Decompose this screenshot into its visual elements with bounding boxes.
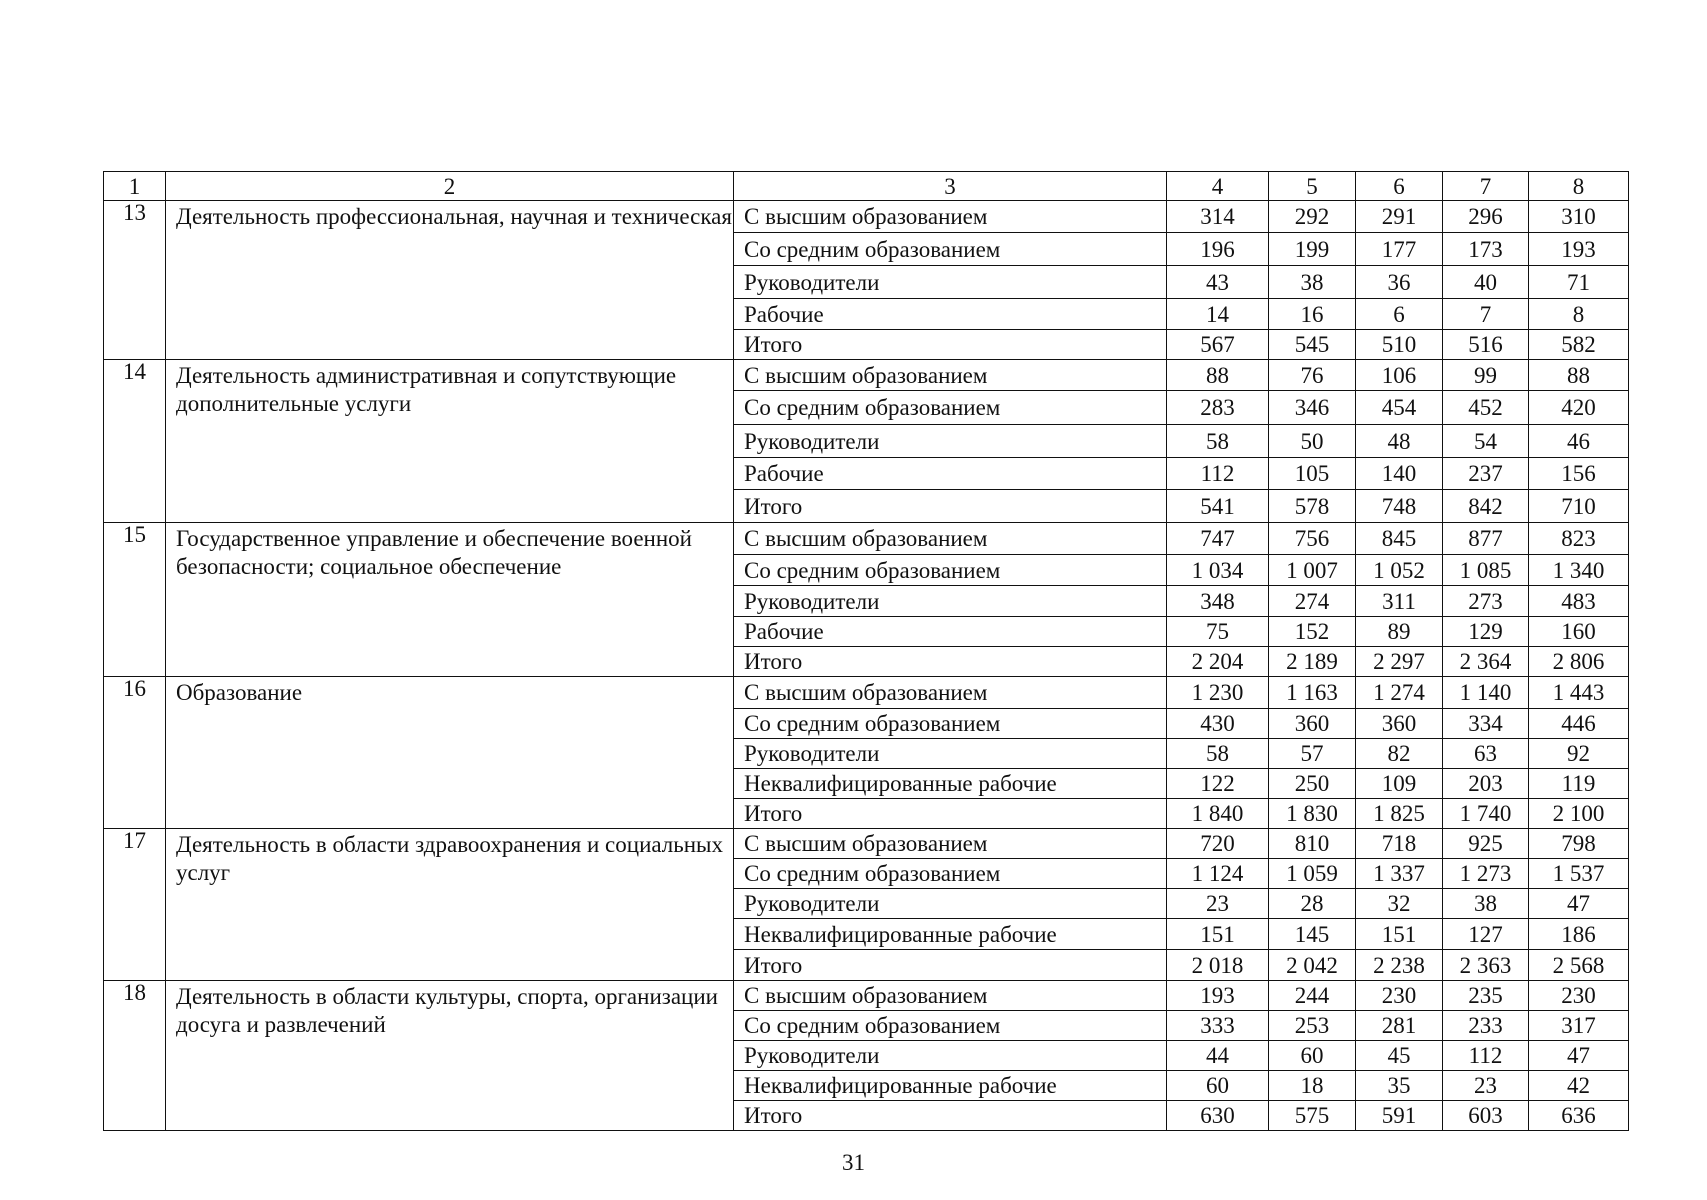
activity-name: Деятельность в области здравоохранения и социальных услуг (166, 829, 734, 981)
column-number: 6 (1356, 172, 1443, 201)
value-cell: 2 042 (1269, 950, 1356, 981)
value-cell: 199 (1269, 233, 1356, 266)
value-cell: 1 230 (1167, 677, 1269, 709)
value-cell: 196 (1167, 233, 1269, 266)
value-cell: 71 (1529, 266, 1629, 299)
row-number: 17 (104, 829, 166, 981)
value-cell: 541 (1167, 490, 1269, 523)
value-cell: 129 (1443, 617, 1529, 647)
category-label: Руководители (734, 889, 1167, 919)
activity-name: Деятельность профессиональная, научная и техническая (166, 201, 734, 360)
category-label: С высшим образованием (734, 201, 1167, 233)
value-cell: 8 (1529, 299, 1629, 330)
value-cell: 591 (1356, 1101, 1443, 1131)
value-cell: 43 (1167, 266, 1269, 299)
value-cell: 47 (1529, 889, 1629, 919)
value-cell: 160 (1529, 617, 1629, 647)
row-number: 18 (104, 981, 166, 1131)
value-cell: 2 568 (1529, 950, 1629, 981)
value-cell: 756 (1269, 523, 1356, 555)
value-cell: 483 (1529, 586, 1629, 617)
value-cell: 360 (1269, 709, 1356, 739)
value-cell: 1 007 (1269, 555, 1356, 586)
value-cell: 348 (1167, 586, 1269, 617)
value-cell: 446 (1529, 709, 1629, 739)
value-cell: 842 (1443, 490, 1529, 523)
value-cell: 1 273 (1443, 859, 1529, 889)
column-number: 4 (1167, 172, 1269, 201)
table-row (104, 981, 1629, 1011)
value-cell: 92 (1529, 739, 1629, 769)
category-label: Рабочие (734, 617, 1167, 647)
value-cell: 28 (1269, 889, 1356, 919)
value-cell: 2 189 (1269, 647, 1356, 677)
value-cell: 1 052 (1356, 555, 1443, 586)
workforce-table (103, 171, 1629, 1131)
value-cell: 38 (1443, 889, 1529, 919)
value-cell: 310 (1529, 201, 1629, 233)
value-cell: 2 297 (1356, 647, 1443, 677)
value-cell: 109 (1356, 769, 1443, 799)
value-cell: 1 825 (1356, 799, 1443, 829)
value-cell: 567 (1167, 330, 1269, 360)
value-cell: 454 (1356, 391, 1443, 425)
category-label: Итого (734, 950, 1167, 981)
category-label: Со средним образованием (734, 233, 1167, 266)
value-cell: 193 (1167, 981, 1269, 1011)
value-cell: 810 (1269, 829, 1356, 859)
category-label: Со средним образованием (734, 391, 1167, 425)
value-cell: 88 (1529, 360, 1629, 391)
category-label: С высшим образованием (734, 523, 1167, 555)
column-number: 8 (1529, 172, 1629, 201)
value-cell: 58 (1167, 425, 1269, 458)
value-cell: 1 085 (1443, 555, 1529, 586)
value-cell: 578 (1269, 490, 1356, 523)
category-label: Итого (734, 647, 1167, 677)
table-row (104, 677, 1629, 709)
value-cell: 452 (1443, 391, 1529, 425)
category-label: Итого (734, 490, 1167, 523)
value-cell: 186 (1529, 919, 1629, 950)
category-label: Со средним образованием (734, 709, 1167, 739)
value-cell: 235 (1443, 981, 1529, 1011)
column-number-row (104, 172, 1629, 201)
value-cell: 603 (1443, 1101, 1529, 1131)
value-cell: 747 (1167, 523, 1269, 555)
value-cell: 253 (1269, 1011, 1356, 1041)
value-cell: 420 (1529, 391, 1629, 425)
value-cell: 89 (1356, 617, 1443, 647)
value-cell: 545 (1269, 330, 1356, 360)
value-cell: 230 (1529, 981, 1629, 1011)
value-cell: 6 (1356, 299, 1443, 330)
category-label: Неквалифицированные рабочие (734, 1071, 1167, 1101)
value-cell: 237 (1443, 458, 1529, 490)
value-cell: 2 806 (1529, 647, 1629, 677)
value-cell: 317 (1529, 1011, 1629, 1041)
value-cell: 333 (1167, 1011, 1269, 1041)
value-cell: 2 363 (1443, 950, 1529, 981)
value-cell: 1 034 (1167, 555, 1269, 586)
value-cell: 334 (1443, 709, 1529, 739)
value-cell: 845 (1356, 523, 1443, 555)
value-cell: 233 (1443, 1011, 1529, 1041)
value-cell: 82 (1356, 739, 1443, 769)
column-number: 1 (104, 172, 166, 201)
category-label: Руководители (734, 266, 1167, 299)
value-cell: 193 (1529, 233, 1629, 266)
value-cell: 798 (1529, 829, 1629, 859)
category-label: С высшим образованием (734, 360, 1167, 391)
table-row (104, 360, 1629, 391)
value-cell: 36 (1356, 266, 1443, 299)
value-cell: 45 (1356, 1041, 1443, 1071)
value-cell: 2 100 (1529, 799, 1629, 829)
value-cell: 50 (1269, 425, 1356, 458)
value-cell: 1 059 (1269, 859, 1356, 889)
value-cell: 75 (1167, 617, 1269, 647)
value-cell: 1 124 (1167, 859, 1269, 889)
value-cell: 1 340 (1529, 555, 1629, 586)
table-row (104, 829, 1629, 859)
value-cell: 88 (1167, 360, 1269, 391)
value-cell: 292 (1269, 201, 1356, 233)
value-cell: 44 (1167, 1041, 1269, 1071)
value-cell: 636 (1529, 1101, 1629, 1131)
activity-name: Деятельность в области культуры, спорта, организации досуга и развлечений (166, 981, 734, 1131)
column-number: 3 (734, 172, 1167, 201)
category-label: Со средним образованием (734, 555, 1167, 586)
value-cell: 516 (1443, 330, 1529, 360)
value-cell: 58 (1167, 739, 1269, 769)
value-cell: 18 (1269, 1071, 1356, 1101)
value-cell: 2 018 (1167, 950, 1269, 981)
value-cell: 106 (1356, 360, 1443, 391)
value-cell: 14 (1167, 299, 1269, 330)
value-cell: 2 204 (1167, 647, 1269, 677)
column-number: 7 (1443, 172, 1529, 201)
category-label: Со средним образованием (734, 859, 1167, 889)
value-cell: 112 (1443, 1041, 1529, 1071)
value-cell: 46 (1529, 425, 1629, 458)
row-number: 13 (104, 201, 166, 360)
value-cell: 314 (1167, 201, 1269, 233)
value-cell: 510 (1356, 330, 1443, 360)
value-cell: 122 (1167, 769, 1269, 799)
value-cell: 60 (1269, 1041, 1356, 1071)
value-cell: 23 (1443, 1071, 1529, 1101)
category-label: Руководители (734, 1041, 1167, 1071)
value-cell: 105 (1269, 458, 1356, 490)
value-cell: 250 (1269, 769, 1356, 799)
value-cell: 112 (1167, 458, 1269, 490)
value-cell: 173 (1443, 233, 1529, 266)
row-number: 14 (104, 360, 166, 523)
value-cell: 283 (1167, 391, 1269, 425)
value-cell: 177 (1356, 233, 1443, 266)
value-cell: 76 (1269, 360, 1356, 391)
value-cell: 291 (1356, 201, 1443, 233)
column-number: 5 (1269, 172, 1356, 201)
value-cell: 281 (1356, 1011, 1443, 1041)
value-cell: 346 (1269, 391, 1356, 425)
value-cell: 1 140 (1443, 677, 1529, 709)
value-cell: 925 (1443, 829, 1529, 859)
column-number: 2 (166, 172, 734, 201)
value-cell: 230 (1356, 981, 1443, 1011)
category-label: Итого (734, 799, 1167, 829)
category-label: С высшим образованием (734, 829, 1167, 859)
value-cell: 38 (1269, 266, 1356, 299)
value-cell: 119 (1529, 769, 1629, 799)
value-cell: 203 (1443, 769, 1529, 799)
value-cell: 1 537 (1529, 859, 1629, 889)
value-cell: 2 364 (1443, 647, 1529, 677)
value-cell: 575 (1269, 1101, 1356, 1131)
category-label: С высшим образованием (734, 981, 1167, 1011)
value-cell: 42 (1529, 1071, 1629, 1101)
value-cell: 823 (1529, 523, 1629, 555)
value-cell: 32 (1356, 889, 1443, 919)
table-row (104, 201, 1629, 233)
value-cell: 1 830 (1269, 799, 1356, 829)
category-label: Неквалифицированные рабочие (734, 769, 1167, 799)
category-label: Руководители (734, 739, 1167, 769)
category-label: Руководители (734, 586, 1167, 617)
value-cell: 311 (1356, 586, 1443, 617)
value-cell: 877 (1443, 523, 1529, 555)
page-number: 31 (842, 1150, 865, 1175)
row-number: 15 (104, 523, 166, 677)
activity-name: Образование (166, 677, 734, 829)
value-cell: 1 443 (1529, 677, 1629, 709)
value-cell: 151 (1356, 919, 1443, 950)
value-cell: 156 (1529, 458, 1629, 490)
value-cell: 127 (1443, 919, 1529, 950)
value-cell: 296 (1443, 201, 1529, 233)
value-cell: 47 (1529, 1041, 1629, 1071)
value-cell: 23 (1167, 889, 1269, 919)
value-cell: 748 (1356, 490, 1443, 523)
value-cell: 1 740 (1443, 799, 1529, 829)
value-cell: 582 (1529, 330, 1629, 360)
table-row (104, 523, 1629, 555)
category-label: Итого (734, 1101, 1167, 1131)
value-cell: 720 (1167, 829, 1269, 859)
value-cell: 140 (1356, 458, 1443, 490)
category-label: Со средним образованием (734, 1011, 1167, 1041)
value-cell: 7 (1443, 299, 1529, 330)
value-cell: 630 (1167, 1101, 1269, 1131)
value-cell: 54 (1443, 425, 1529, 458)
category-label: Рабочие (734, 299, 1167, 330)
value-cell: 710 (1529, 490, 1629, 523)
category-label: Руководители (734, 425, 1167, 458)
value-cell: 40 (1443, 266, 1529, 299)
value-cell: 63 (1443, 739, 1529, 769)
value-cell: 57 (1269, 739, 1356, 769)
value-cell: 48 (1356, 425, 1443, 458)
value-cell: 1 840 (1167, 799, 1269, 829)
value-cell: 16 (1269, 299, 1356, 330)
value-cell: 430 (1167, 709, 1269, 739)
value-cell: 360 (1356, 709, 1443, 739)
value-cell: 99 (1443, 360, 1529, 391)
row-number: 16 (104, 677, 166, 829)
value-cell: 35 (1356, 1071, 1443, 1101)
value-cell: 718 (1356, 829, 1443, 859)
activity-name: Деятельность административная и сопутствующие дополнительные услуги (166, 360, 734, 523)
value-cell: 1 274 (1356, 677, 1443, 709)
value-cell: 145 (1269, 919, 1356, 950)
value-cell: 2 238 (1356, 950, 1443, 981)
value-cell: 244 (1269, 981, 1356, 1011)
value-cell: 273 (1443, 586, 1529, 617)
activity-name: Государственное управление и обеспечение военной безопасности; социальное обеспечение (166, 523, 734, 677)
value-cell: 1 163 (1269, 677, 1356, 709)
value-cell: 60 (1167, 1071, 1269, 1101)
category-label: Неквалифицированные рабочие (734, 919, 1167, 950)
category-label: Итого (734, 330, 1167, 360)
value-cell: 1 337 (1356, 859, 1443, 889)
category-label: Рабочие (734, 458, 1167, 490)
category-label: С высшим образованием (734, 677, 1167, 709)
value-cell: 274 (1269, 586, 1356, 617)
value-cell: 152 (1269, 617, 1356, 647)
value-cell: 151 (1167, 919, 1269, 950)
